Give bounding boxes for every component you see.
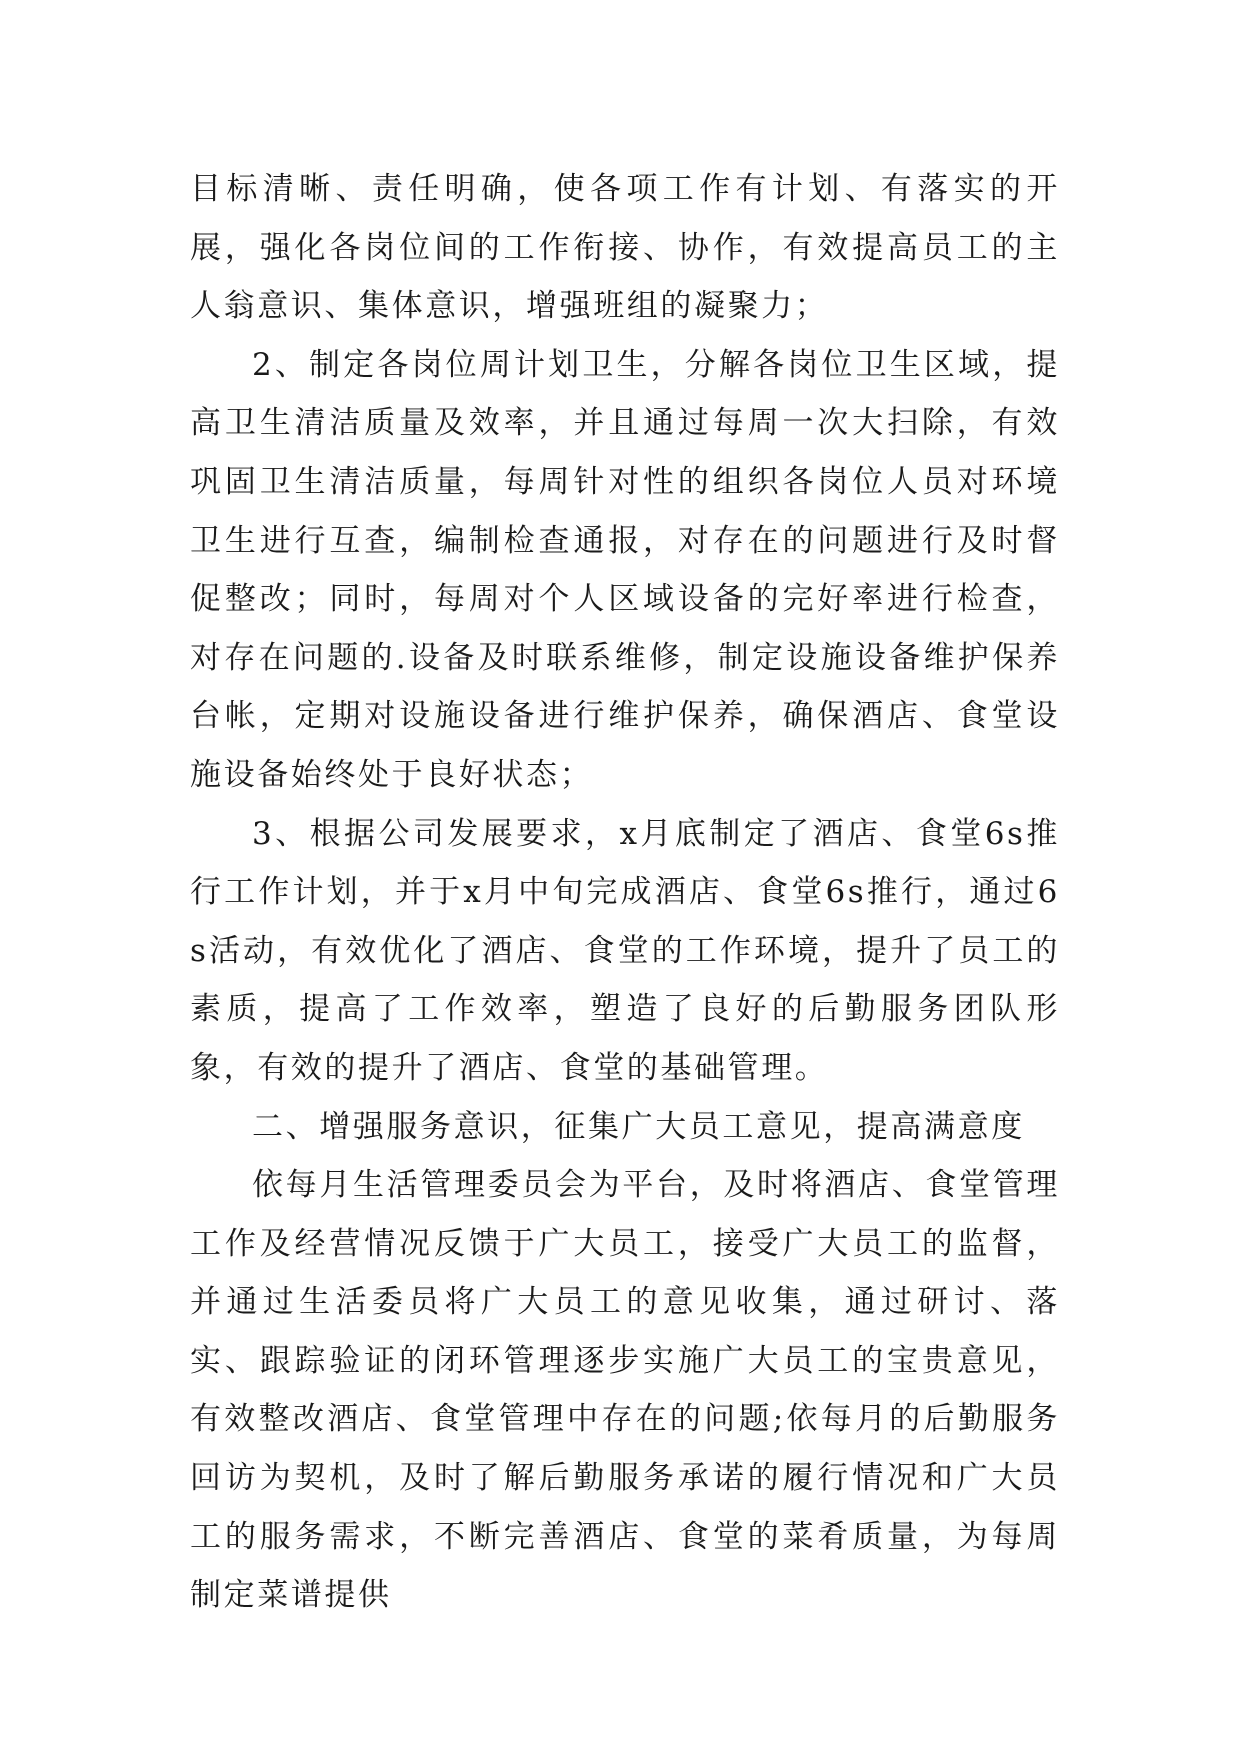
paragraph-item-3: 3、根据公司发展要求，x月底制定了酒店、食堂6s推行工作计划，并于x月中旬完成酒店、食堂6s推行，通过6s活动，有效优化了酒店、食堂的工作环境，提升了员工的素质，提高了工作效率，塑造了良好的后勤服务团队形象，有效的提升了酒店、食堂的基础管理。 xyxy=(190,815,1060,1086)
section-heading-2: 二、增强服务意识，征集广大员工意见，提高满意度 xyxy=(252,1108,1025,1145)
paragraph-item-2: 2、制定各岗位周计划卫生，分解各岗位卫生区域，提高卫生清洁质量及效率，并且通过每周一次大扫除，有效巩固卫生清洁质量，每周针对性的组织各岗位人员对环境卫生进行互查，编制检查通报，对存在的问题进行及时督促整改；同时，每周对个人区域设备的完好率进行检查，对存在问题的.设备及时联系维修，制定设施设备维护保养台帐，定期对设施设备进行维护保养，确保酒店、食堂设施设备始终处于良好状态； xyxy=(190,346,1060,793)
document-body xyxy=(190,160,1060,1625)
paragraph-feedback: 依每月生活管理委员会为平台，及时将酒店、食堂管理工作及经营情况反馈于广大员工，接受广大员工的监督，并通过生活委员将广大员工的意见收集，通过研讨、落实、跟踪验证的闭环管理逐步实施广大员工的宝贵意见，有效整改酒店、食堂管理中存在的问题;依每月的后勤服务回访为契机，及时了解后勤服务承诺的履行情况和广大员工的服务需求，不断完善酒店、食堂的菜肴质量，为每周制定菜谱提供 xyxy=(190,1167,1060,1614)
paragraph-continued: 目标清晰、责任明确，使各项工作有计划、有落实的开展，强化各岗位间的工作衔接、协作，有效提高员工的主人翁意识、集体意识，增强班组的凝聚力； xyxy=(190,171,1060,325)
